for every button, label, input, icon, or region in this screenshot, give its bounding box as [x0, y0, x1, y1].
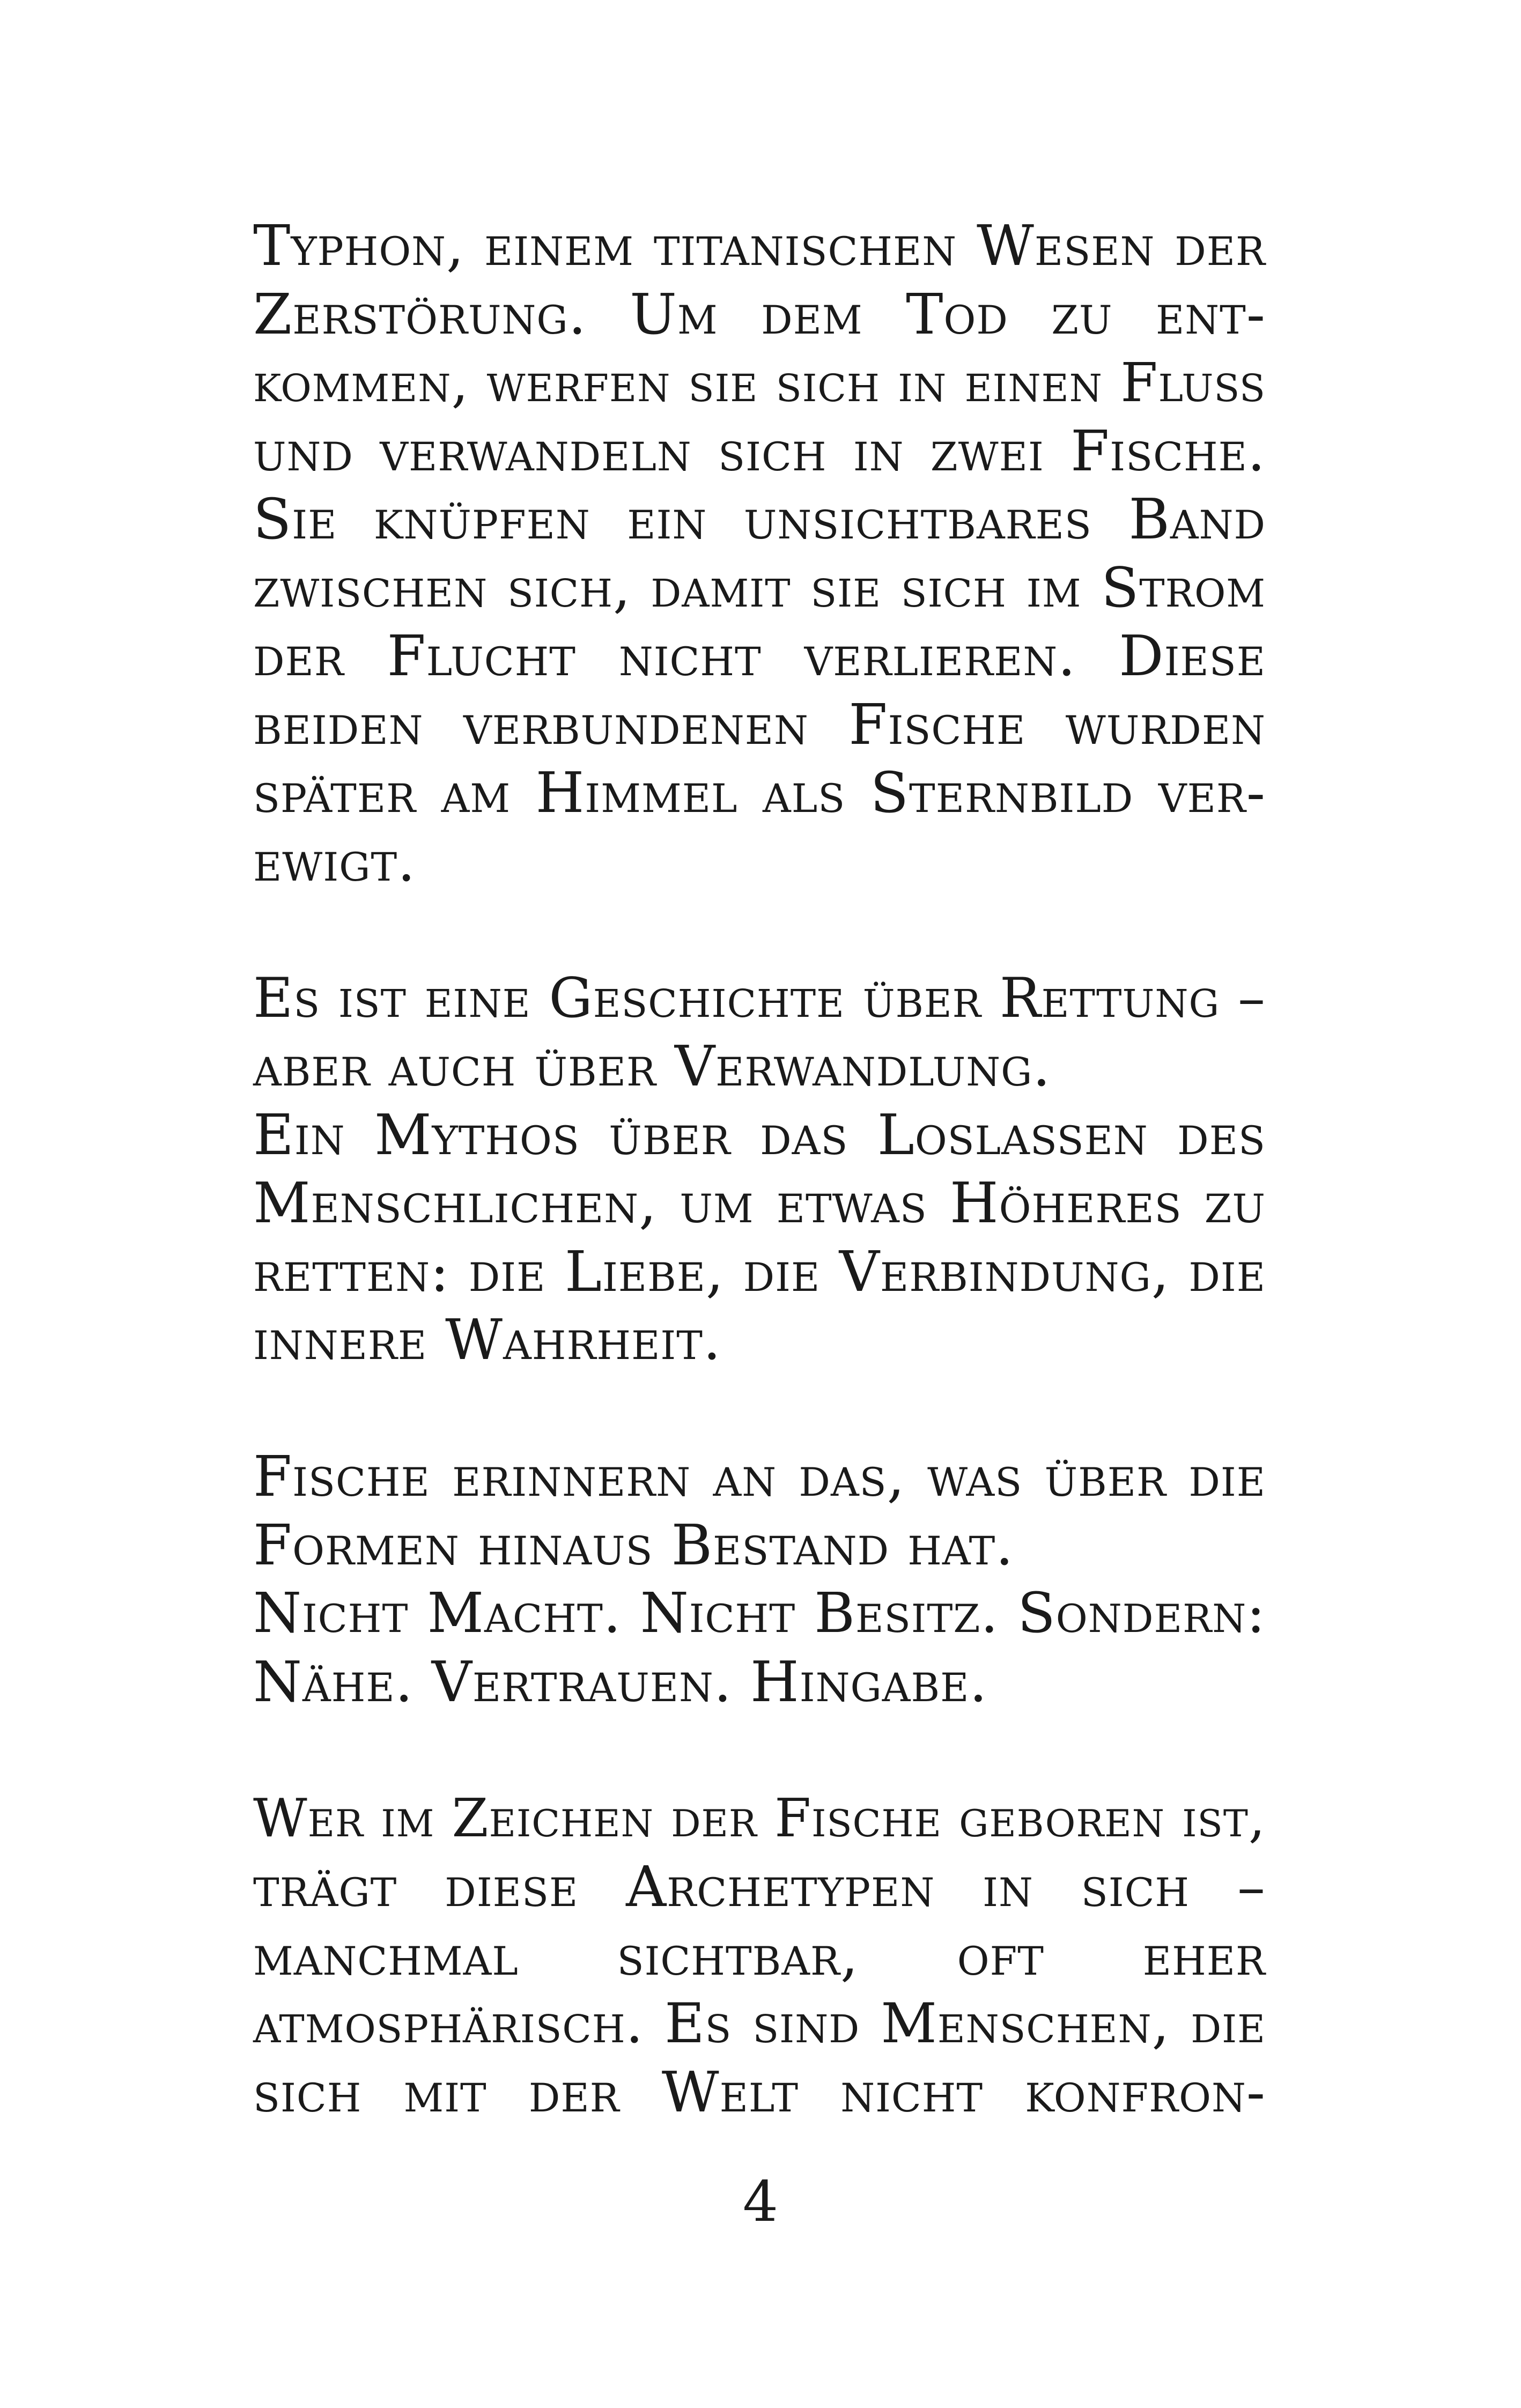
text-line: Fische erinnern an das, was über die: [253, 1444, 1266, 1509]
text-line: atmosphärisch. Es sind Menschen, die: [253, 1992, 1266, 2056]
text-line: innere Wahrheit.: [253, 1307, 721, 1372]
text-line: und verwandeln sich in zwei Fische.: [253, 418, 1266, 484]
text-line: Es ist eine Geschichte über Rettung –: [253, 966, 1266, 1030]
text-line: Ein Mythos über das Loslassen des: [253, 1102, 1266, 1168]
text-line: Formen hinaus Bestand hat.: [253, 1512, 1014, 1578]
text-line: der Flucht nicht verlieren. Diese: [253, 623, 1266, 689]
text-line: Sie knüpfen ein unsichtbares Band: [253, 486, 1266, 552]
text-line: Menschlichen, um etwas Höheres zu: [253, 1170, 1266, 1236]
paragraph-gap: [253, 1375, 1266, 1443]
text-line: aber auch über Verwandlung.: [253, 1033, 1051, 1099]
text-line: Wer im Zeichen der Fische geboren ist,: [253, 1787, 1266, 1849]
text-line: retten: die Liebe, die Verbindung, die: [253, 1238, 1266, 1304]
text-line: manchmal sichtbar, oft eher: [253, 1922, 1266, 1988]
paragraph-1: [253, 212, 1266, 896]
text-line: später am Himmel als Sternbild ver-: [253, 760, 1266, 825]
text-line: kommen, werfen sie sich in einen Fluss: [253, 351, 1266, 414]
text-line: Nähe. Vertrauen. Hingabe.: [253, 1649, 988, 1715]
text-line: Nicht Macht. Nicht Besitz. Sondern:: [253, 1581, 1266, 1645]
text-line: zwischen sich, damit sie sich im Strom: [253, 556, 1266, 620]
page-number: 4: [742, 2169, 779, 2234]
paragraph-3: [253, 1443, 1266, 1716]
text-line: Zerstörung. Um dem Tod zu ent-: [253, 281, 1266, 347]
text-line: sich mit der Welt nicht konfron-: [253, 2059, 1266, 2125]
text-line: Typhon, einem titanischen Wesen der: [253, 213, 1266, 278]
page-text: [253, 212, 1266, 2126]
text-line: beiden verbundenen Fische wurden: [253, 691, 1266, 757]
paragraph-gap: [253, 896, 1266, 964]
paragraph-2: [253, 964, 1266, 1375]
text-line: trägt diese Archetypen in sich –: [253, 1854, 1266, 1919]
paragraph-4: [253, 1785, 1266, 2127]
paragraph-gap: [253, 1716, 1266, 1785]
text-line: ewigt.: [253, 828, 416, 894]
